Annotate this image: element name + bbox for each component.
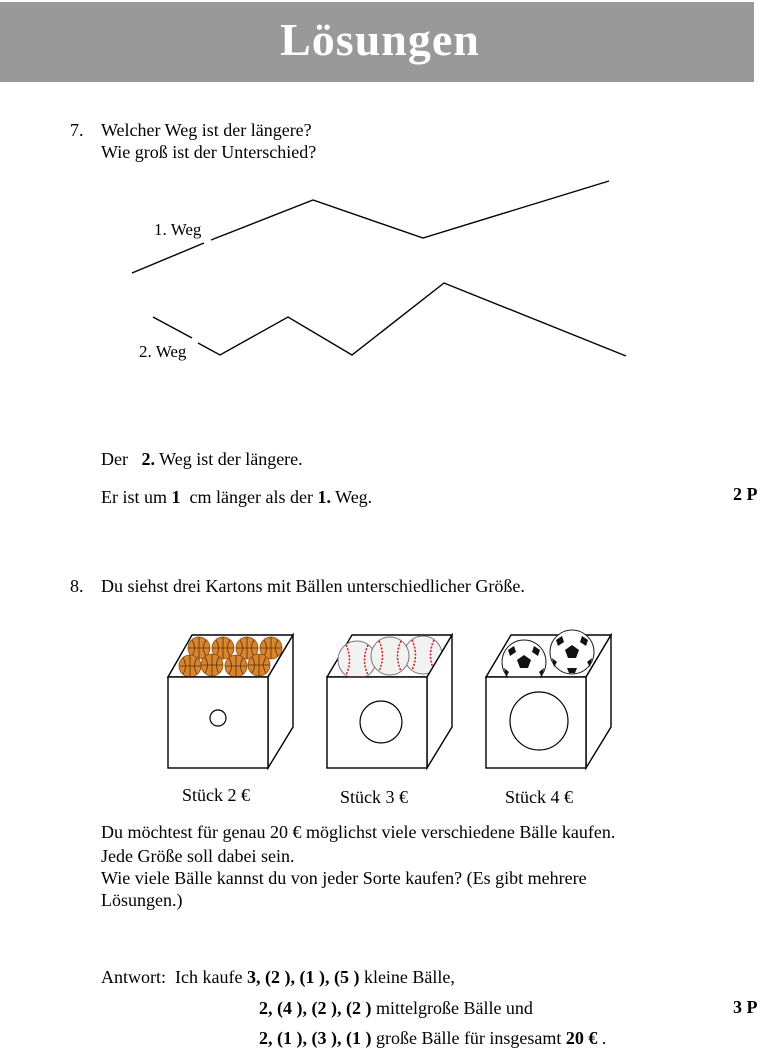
answer-label: Antwort: xyxy=(101,967,166,987)
answer2-value: 1 xyxy=(171,487,181,507)
answer-line3-values: 2, (1 ), (3 ), (1 ) xyxy=(259,1028,372,1048)
answer-line1-values: 3, (2 ), (1 ), (5 ) xyxy=(246,967,360,987)
basketball-icon xyxy=(179,637,282,677)
answer1-post: Weg ist der längere. xyxy=(159,449,303,469)
task8-question: Du siehst drei Kartons mit Bällen unterschiedlicher Größe. xyxy=(101,576,525,596)
task7-points: 2 P xyxy=(733,484,758,504)
task8-answer-line1 xyxy=(101,966,455,988)
answer2-mid: cm länger als der xyxy=(189,487,313,507)
answer1-pre: Der xyxy=(101,449,128,469)
answer-line1-pre: Ich kaufe xyxy=(175,967,243,987)
baseball-icon xyxy=(338,636,442,679)
instruction-line2: Jede Größe soll dabei sein. xyxy=(101,846,295,866)
answer-line2-post: mittelgroße Bälle und xyxy=(375,998,533,1018)
task8-number: 8. xyxy=(70,576,84,596)
price-small: Stück 2 € xyxy=(182,785,251,805)
box-small xyxy=(168,635,293,768)
task7-question-line2: Wie groß ist der Unterschied? xyxy=(101,142,317,162)
instruction-line3: Wie viele Bälle kannst du von jeder Sorte kaufen? (Es gibt mehrere xyxy=(101,868,587,888)
answer-line1-post: kleine Bälle, xyxy=(363,967,455,987)
path2-label: 2. Weg xyxy=(139,342,187,361)
answer2-ref: 1. xyxy=(317,487,331,507)
instruction-line1: Du möchtest für genau 20 € möglichst viele verschiedene Bälle kaufen. xyxy=(101,822,616,842)
price-large: Stück 4 € xyxy=(505,787,574,807)
answer2-post: Weg. xyxy=(335,487,373,507)
answer-total: 20 € xyxy=(565,1028,598,1048)
box-medium xyxy=(327,635,452,768)
task8-points-clip xyxy=(733,996,760,1018)
task7-number: 7. xyxy=(70,120,84,140)
answer2-pre: Er ist um xyxy=(101,487,167,507)
answer-line3-post: große Bälle für insgesamt xyxy=(375,1028,562,1048)
task8-answer-line3 xyxy=(259,1027,606,1049)
answer-end: . xyxy=(601,1028,607,1048)
answer1-value: 2. xyxy=(141,449,155,469)
task8-points: 3 P xyxy=(733,997,758,1017)
answer-line2-values: 2, (4 ), (2 ), (2 ) xyxy=(259,998,372,1018)
task8-answer-line2 xyxy=(259,997,533,1019)
page-title: Lösungen xyxy=(280,13,480,65)
task7-question-line1: Welcher Weg ist der längere? xyxy=(101,120,312,140)
box-large xyxy=(486,630,611,768)
instruction-line4: Lösungen.) xyxy=(101,890,183,910)
path1-label: 1. Weg xyxy=(154,220,202,239)
price-medium: Stück 3 € xyxy=(340,787,409,807)
